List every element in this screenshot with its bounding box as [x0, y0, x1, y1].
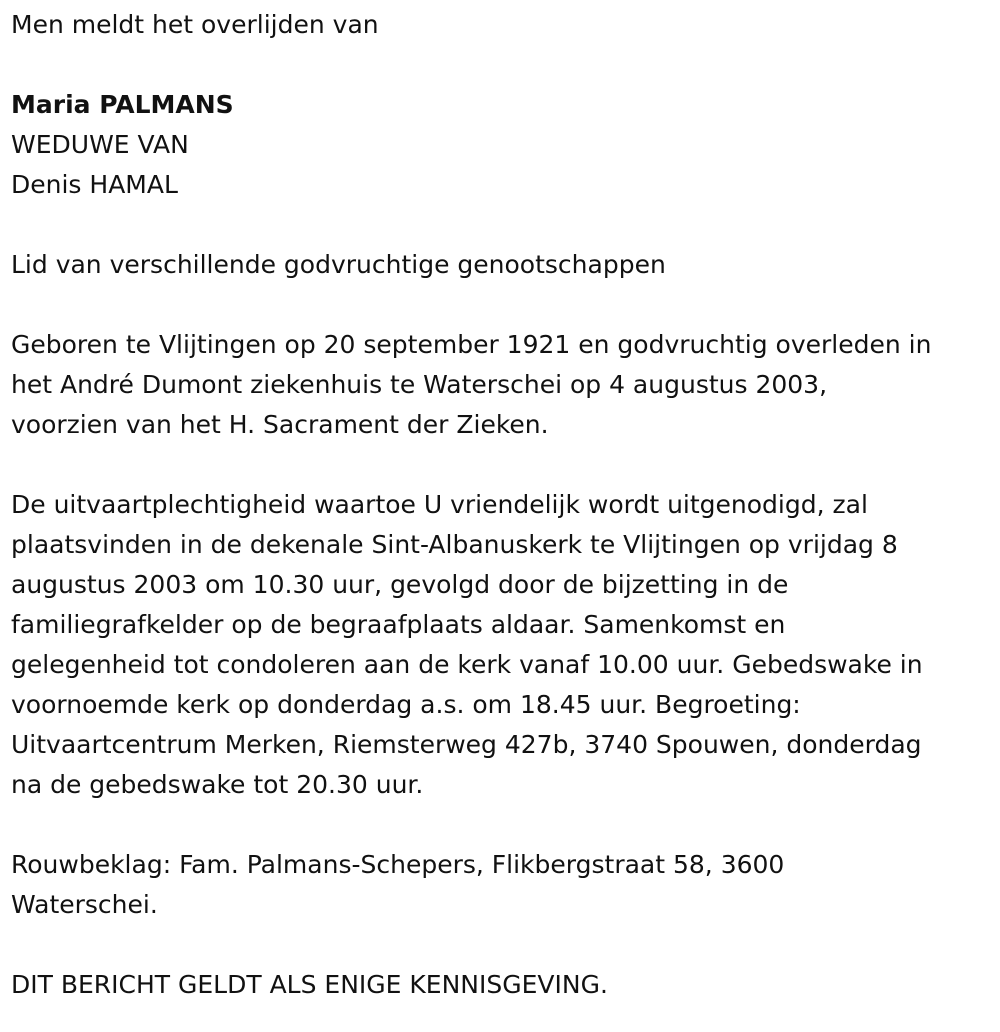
funeral-paragraph — [11, 485, 980, 805]
spacer — [11, 285, 980, 325]
paragraph-line: Waterschei. — [11, 890, 158, 919]
spacer — [11, 45, 980, 85]
paragraph-line: Uitvaartcentrum Merken, Riemsterweg 427b, 3740 Spouwen, donderdag — [11, 730, 922, 759]
paragraph-line: familiegrafkelder op de begraafplaats aldaar. Samenkomst en — [11, 610, 786, 639]
intro-line: Men meldt het overlijden van — [11, 10, 379, 39]
paragraph-line: na de gebedswake tot 20.30 uur. — [11, 770, 424, 799]
spacer — [11, 925, 980, 965]
paragraph-line: plaatsvinden in de dekenale Sint-Albanuskerk te Vlijtingen op vrijdag 8 — [11, 530, 898, 559]
paragraph-line: gelegenheid tot condoleren aan de kerk vanaf 10.00 uur. Gebedswake in — [11, 650, 923, 679]
paragraph-line: voornoemde kerk op donderdag a.s. om 18.45 uur. Begroeting: — [11, 690, 801, 719]
closing-line: DIT BERICHT GELDT ALS ENIGE KENNISGEVING. — [11, 970, 608, 999]
widow-label: WEDUWE VAN — [11, 130, 189, 159]
paragraph-line: voorzien van het H. Sacrament der Zieken. — [11, 410, 549, 439]
spacer — [11, 205, 980, 245]
membership-line: Lid van verschillende godvruchtige genootschappen — [11, 250, 666, 279]
paragraph-line: Geboren te Vlijtingen op 20 september 1921 en godvruchtig overleden in — [11, 330, 932, 359]
spouse-name: Denis HAMAL — [11, 170, 178, 199]
birth-death-paragraph — [11, 325, 980, 445]
spacer — [11, 445, 980, 485]
paragraph-line: augustus 2003 om 10.30 uur, gevolgd door de bijzetting in de — [11, 570, 789, 599]
paragraph-line: Rouwbeklag: Fam. Palmans-Schepers, Flikbergstraat 58, 3600 — [11, 850, 785, 879]
deceased-name: Maria PALMANS — [11, 90, 234, 119]
spacer — [11, 805, 980, 845]
paragraph-line: De uitvaartplechtigheid waartoe U vriendelijk wordt uitgenodigd, zal — [11, 490, 868, 519]
paragraph-line: het André Dumont ziekenhuis te Waterschei op 4 augustus 2003, — [11, 370, 828, 399]
condolence-paragraph — [11, 845, 980, 925]
